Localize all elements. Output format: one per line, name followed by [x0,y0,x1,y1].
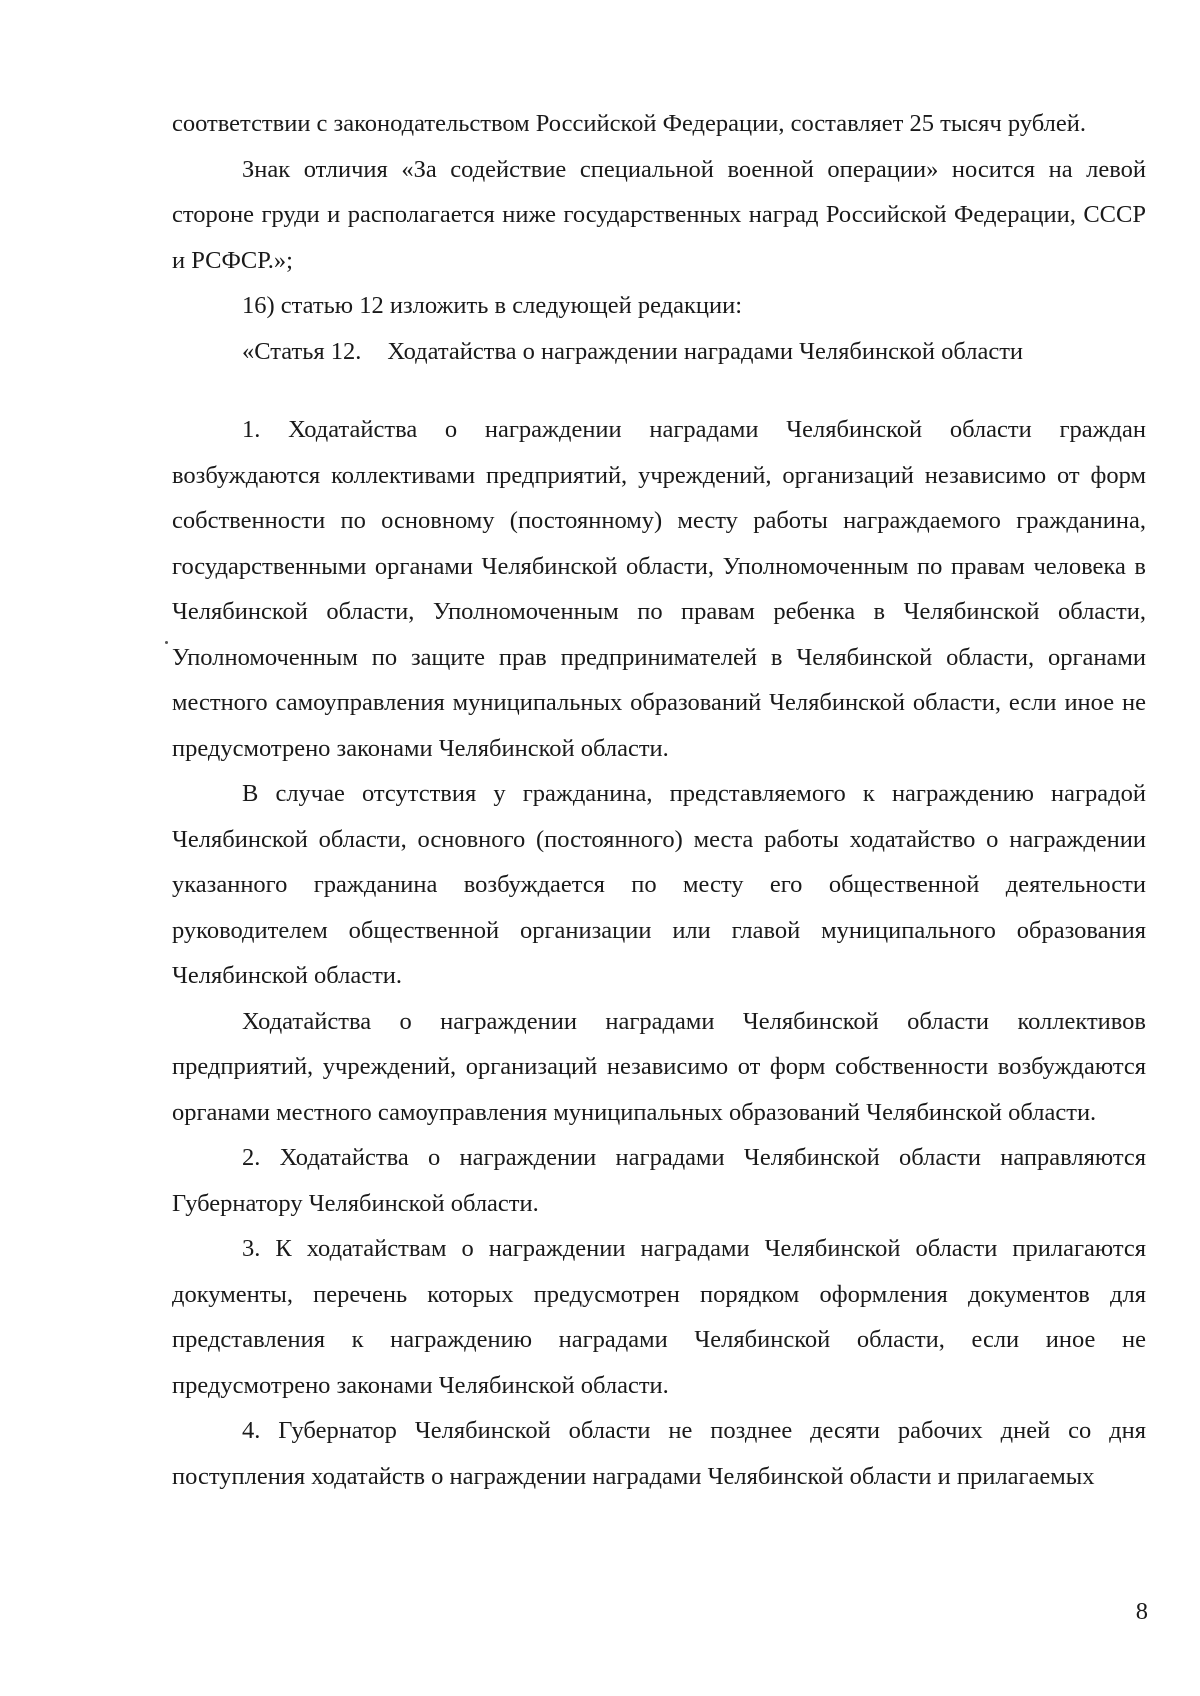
paragraph-badge-wearing: Знак отличия «За содействие специальной военной операции» носится на левой стороне груди и располагается ниже государственных наград Российской Федерации, СССР и РСФСР.»; [172,155,1146,274]
paragraph-amendment-16: 16) статью 12 изложить в следующей редакции: [242,292,743,319]
document-body [172,101,1146,1499]
article-label: «Статья 12. [242,337,362,365]
article-paragraph-collectives: Ходатайства о награждении наградами Челябинской области коллективов предприятий, учреждений, организаций независимо от форм собственности возбуждаются органами местного самоуправления муниципальных образований Челябинской области. [172,1007,1146,1126]
heading-spacer [172,374,1146,407]
article-paragraph-2: 2. Ходатайства о награждении наградами Челябинской области направляются Губернатору Челябинской области. [172,1144,1146,1217]
article-paragraph-no-workplace: В случае отсутствия у гражданина, представляемого к награждению наградой Челябинской области, основного (постоянного) места работы ходатайство о награждении указанного гражданина возбуждается по месту его общественной деятельности руководителем общественной организации или главой муниципального образования Челябинской области. [172,780,1146,989]
paragraph-continuation: соответствии с законодательством Российской Федерации, составляет 25 тысяч рублей. [172,110,1086,137]
scan-artifact-dot [165,641,168,644]
article-title: Ходатайства о награждении наградами Челябинской области [387,337,1024,365]
article-paragraph-4: 4. Губернатор Челябинской области не позднее десяти рабочих дней со дня поступления ходатайств о награждении наградами Челябинской области и прилагаемых [172,1417,1146,1490]
article-paragraph-1: 1. Ходатайства о награждении наградами Челябинской области граждан возбуждаются коллективами предприятий, учреждений, организаций независимо от форм собственности по основному (постоянному) месту работы награждаемого гражданина, государственными органами Челябинской области, Уполномоченным по правам человека в Челябинской области, Уполномоченным по правам ребенка в Челябинской области, Уполномоченным по защите прав предпринимателей в Челябинской области, органами местного самоуправления муниципальных образований Челябинской области, если иное не предусмотрено законами Челябинской области. [172,416,1146,762]
page-number: 8 [1135,1598,1148,1625]
article-heading [172,329,1146,375]
article-paragraph-3: 3. К ходатайствам о награждении наградами Челябинской области прилагаются документы, перечень которых предусмотрен порядком оформления документов для представления к награждению наградами Челябинской области, если иное не предусмотрено законами Челябинской области. [172,1235,1146,1399]
